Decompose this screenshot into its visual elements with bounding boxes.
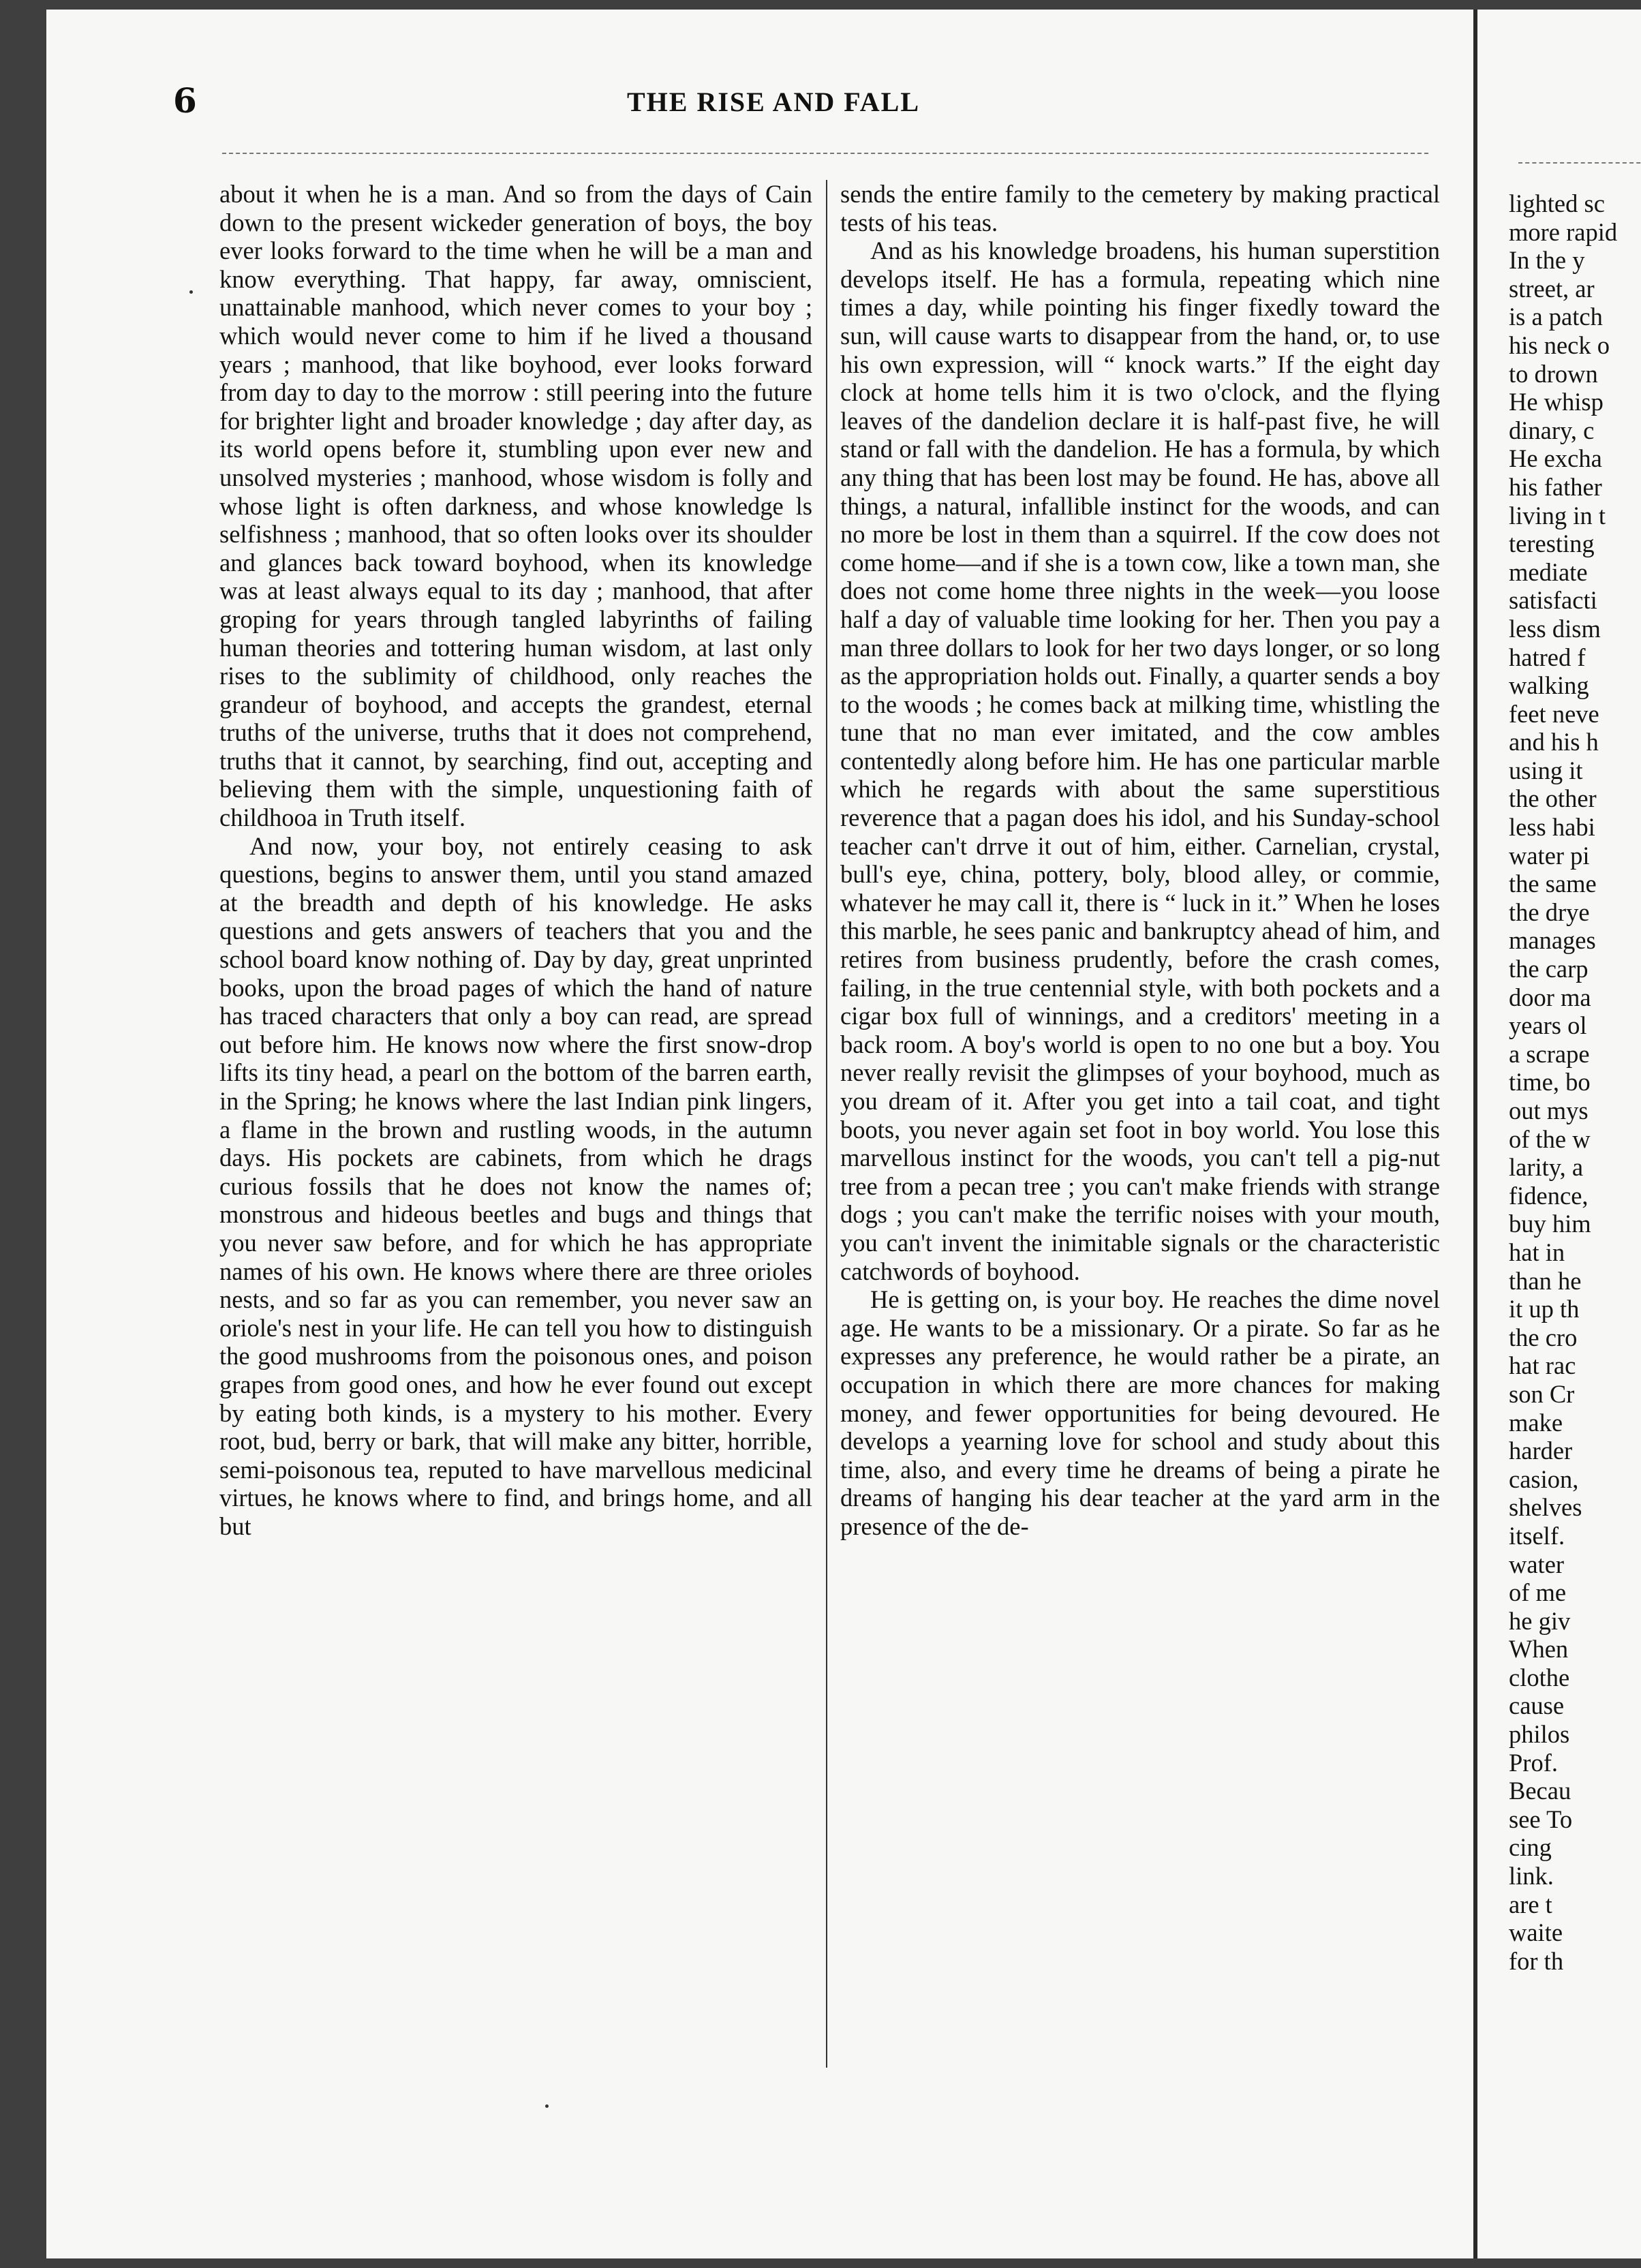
ink-speck [189,290,193,294]
paragraph: about it when he is a man. And so from the days of Cain down to the present wickeder generation of boys, the boy ever looks forward to the time when he will be a man and know everything. That happy, far away, omniscient, unattainable manhood, which never comes to your boy ; which would never come to him if he lived a thousand years ; manhood, that like boyhood, ever looks forward from day to day to the morrow : still peering into the future for brighter light and broader knowledge ; day after day, as its world opens before it, stumbling upon ever new and unsolved mysteries ; manhood, whose wisdom is folly and whose light is often darkness, and whose knowledge ls selfishness ; manhood, that so often looks over its shoulder and glances back toward boyhood, when its knowledge was at least always equal to its day ; manhood, that after groping for years through tangled labyrinths of failing human theories and tottering human wisdom, at last only rises to the sublimity of childhood, only reaches the grandeur of boyhood, and accepts the grandest, eternal truths of the universe, truths that it does not comprehend, truths that it cannot, by searching, find out, accepting and believing them with the simple, unquestioning faith of childhooa in Truth itself. [219,180,812,832]
facing-page-line: of me [1509,1578,1567,1607]
facing-page-line: hat in [1509,1238,1565,1266]
facing-page-line: manages [1509,926,1596,955]
facing-page-line: to drown [1509,359,1598,388]
facing-page-line: more rapid [1509,217,1618,246]
facing-page-line: street, ar [1509,274,1595,303]
facing-page-line: He whisp [1509,388,1604,416]
paragraph: sends the entire family to the cemetery by making practical tests of his teas. [840,180,1440,236]
paragraph: He is getting on, is your boy. He reaches the dime novel age. He wants to be a missionary. Or a pirate. So far as he expresses any preference, he would rather be a pirate, an occupation in which there are more chances for making money, and fewer opportunities for being devoured. He develops a yearning love for school and study about this time, also, and every time he dreams of being a pirate he dreams of hanging his dear teacher at the yard arm in the presence of the de- [840,1285,1440,1540]
facing-page-line: and his h [1509,728,1599,756]
facing-page-column [1509,189,1641,2084]
facing-page-line: casion, [1509,1465,1579,1493]
facing-page-line: less habi [1509,813,1595,842]
page-number: 6 [173,80,197,121]
ink-speck [545,2104,549,2108]
paragraph: And now, your boy, not entirely ceasing to ask questions, begins to answer them, until you stand amazed at the breadth and depth of his knowledge. He asks questions and gets answers of teachers that you and the school board know nothing of. Day by day, great unprinted books, upon the broad pages of which the hand of nature has traced characters that only a boy can read, are spread out before him. He knows now where the first snow-drop lifts its tiny head, a pearl on the bottom of the barren earth, in the Spring; he knows where the last Indian pink lingers, a flame in the brown and rustling woods, in the autumn days. His pockets are cabinets, from which he drags curious fossils that he does not know the names of; monstrous and hideous beetles and bugs and things that you never saw before, and for which he has appropriate names of his own. He knows where there are three orioles nests, and so far as you can remember, you never saw an oriole's nest in your life. He can tell you how to distinguish the good mushrooms from the poisonous ones, and poison grapes from good ones, and how he ever found out except by eating both kinds, is a mystery to his mother. Every root, bud, berry or bark, that will make any bitter, horrible, semi-poisonous tea, reputed to have marvellous medicinal virtues, he knows where to find, and brings home, and all but [219,831,812,1540]
running-title: THE RISE AND FALL [627,87,921,117]
facing-page-line: using it [1509,756,1583,784]
facing-page-line: son Cr [1509,1379,1575,1408]
facing-page-line: the carp [1509,955,1589,983]
facing-page-line: clothe [1509,1663,1570,1691]
paragraph: And as his knowledge broadens, his human superstition develops itself. He has a formula, repeating which nine times a day, while pointing his finger fixedly toward the sun, will cause warts to disappear from the hand, or, to use his own expression, will “ knock warts.” If the eight day clock at home tells him it is two o'clock, and the flying leaves of the dandelion declare it is half-past five, he will stand or fall with the dandelion. He has a formula, by which any thing that has been lost may be found. He has, above all things, a natural, infallible instinct for the woods, and can no more be lost in them than a squirrel. If the cow does not come home—and if she is a town cow, like a town man, she does not come home three nights in the week—you loose half a day of valuable time looking for her. Then you pay a man three dollars to look for her two days longer, or so long as the appropriation holds out. Finally, a quarter sends a boy to the woods ; he comes back at milking time, whistling the tune that no man ever imitated, and the cow ambles contentedly along before him. He has one particular marble which he regards with about the same superstitious reverence that a pagan does his idol, and his Sunday-school teacher can't drrve it out of him, either. Carnelian, crystal, bull's eye, china, pottery, boly, blood alley, or commie, whatever he may call it, there is “ luck in it.” When he loses this marble, he sees panic and bankruptcy ahead of him, and retires from business prudently, before the crash comes, failing, in the true centennial style, with both pockets and a cigar box full of winnings, and a creditors' meeting in a back room. A boy's world is open to no one but a boy. You never really revisit the glimpses of your boyhood, much as you dream of it. After you get into a tail coat, and tight boots, you never again set foot in boy world. You lose this marvellous instinct for the woods, you can't tell a pig-nut tree from a pecan tree ; you can't make friends with strange dogs ; you can't make the terrific noises with your mouth, you can't invent the inimitable signals or the characteristic catchwords of boyhood. [840,236,1440,1285]
left-column [219,180,812,2074]
column-divider [826,180,827,2068]
facing-page-line: his father [1509,472,1602,501]
facing-page [1473,10,1641,2258]
facing-page-line: He excha [1509,444,1602,473]
facing-page-line: waite [1509,1918,1563,1947]
facing-page-line: larity, a [1509,1153,1584,1182]
facing-page-line: door ma [1509,983,1591,1011]
facing-page-line: the same [1509,870,1597,898]
facing-page-line: are t [1509,1890,1552,1918]
facing-page-line: dinary, c [1509,416,1595,444]
facing-page-line: lighted sc [1509,189,1605,217]
facing-page-line: buy him [1509,1210,1591,1238]
facing-page-line: shelves [1509,1493,1582,1522]
facing-page-line: is a patch [1509,303,1603,331]
facing-page-line: water [1509,1550,1565,1578]
facing-page-line: link. [1509,1862,1554,1890]
facing-page-line: hat rac [1509,1351,1576,1380]
facing-page-line: itself. [1509,1521,1565,1550]
facing-page-line: cause [1509,1691,1565,1720]
facing-page-line: hatred f [1509,643,1586,671]
facing-page-line: he giv [1509,1606,1571,1635]
facing-page-line: mediate [1509,557,1588,586]
facing-page-line: water pi [1509,841,1590,870]
facing-page-line: his neck o [1509,331,1610,359]
facing-page-line: satisfacti [1509,586,1597,615]
facing-page-line: Prof. [1509,1748,1558,1777]
facing-page-line: fidence, [1509,1181,1589,1210]
facing-page-line: the drye [1509,898,1590,926]
facing-page-line: than he [1509,1266,1582,1295]
facing-page-line: the other [1509,784,1597,813]
right-column [840,180,1440,2074]
facing-page-line: of the w [1509,1124,1591,1153]
facing-page-line: harder [1509,1437,1573,1465]
facing-title-rule [1518,162,1641,164]
facing-page-line: the cro [1509,1323,1578,1351]
facing-page-line: time, bo [1509,1068,1591,1097]
facing-page-line: When [1509,1635,1569,1664]
title-rule [222,153,1428,154]
facing-page-line: Becau [1509,1777,1571,1805]
facing-page-line: a scrape [1509,1039,1590,1068]
facing-page-line: less dism [1509,614,1601,643]
facing-page-line: philos [1509,1720,1570,1749]
facing-page-line: years ol [1509,1011,1587,1040]
facing-page-line: make [1509,1408,1563,1437]
facing-page-line: out mys [1509,1097,1589,1124]
facing-page-line: teresting [1509,530,1595,558]
facing-page-line: cing [1509,1833,1552,1862]
facing-page-line: for th [1509,1946,1564,1975]
facing-page-line: In the y [1509,246,1585,275]
facing-page-line: walking [1509,671,1589,700]
facing-page-line: see To [1509,1805,1573,1833]
facing-page-line: feet neve [1509,699,1599,728]
facing-page-line: living in t [1509,501,1606,530]
facing-page-line: it up th [1509,1295,1580,1323]
